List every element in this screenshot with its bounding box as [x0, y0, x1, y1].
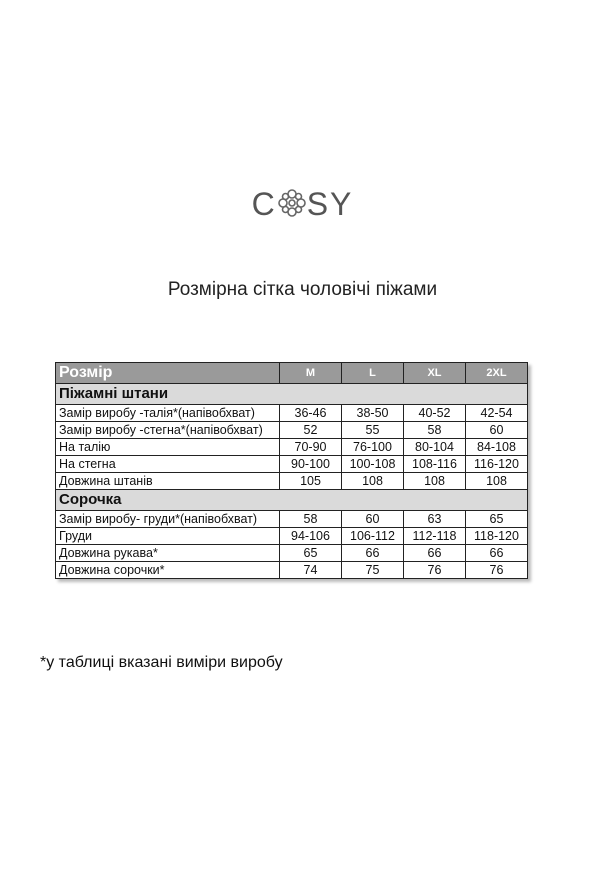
row-label: Замір виробу- груди*(напівобхват) — [56, 511, 280, 528]
size-value: 84-108 — [466, 439, 528, 456]
size-value: 63 — [404, 511, 466, 528]
table-row — [56, 405, 528, 422]
size-value: 100-108 — [342, 456, 404, 473]
size-value: 65 — [466, 511, 528, 528]
brand-logo: C SY — [251, 186, 354, 222]
table-row — [56, 562, 528, 579]
size-value: 116-120 — [466, 456, 528, 473]
header-label: Розмір — [56, 363, 280, 384]
row-label: Замір виробу -талія*(напівобхват) — [56, 405, 280, 422]
row-label: Довжина сорочки* — [56, 562, 280, 579]
size-value: 58 — [280, 511, 342, 528]
size-header: 2XL — [466, 363, 528, 384]
size-value: 76 — [466, 562, 528, 579]
row-label: На талію — [56, 439, 280, 456]
size-value: 75 — [342, 562, 404, 579]
section-title: Сорочка — [56, 490, 528, 511]
size-value: 108 — [404, 473, 466, 490]
row-label: Довжина рукава* — [56, 545, 280, 562]
size-value: 55 — [342, 422, 404, 439]
table-row — [56, 511, 528, 528]
page-title: Розмірна сітка чоловічі піжами — [167, 279, 438, 300]
size-value: 106-112 — [342, 528, 404, 545]
footnote: *у таблиці вказані виміри виробу — [40, 654, 283, 671]
flower-icon — [277, 188, 307, 218]
size-value: 52 — [280, 422, 342, 439]
size-value: 58 — [404, 422, 466, 439]
size-value: 42-54 — [466, 405, 528, 422]
size-value: 60 — [342, 511, 404, 528]
size-value: 38-50 — [342, 405, 404, 422]
size-value: 108 — [342, 473, 404, 490]
size-header: XL — [404, 363, 466, 384]
size-value: 70-90 — [280, 439, 342, 456]
row-label: На стегна — [56, 456, 280, 473]
table-row — [56, 422, 528, 439]
size-value: 118-120 — [466, 528, 528, 545]
section-row — [56, 384, 528, 405]
size-value: 66 — [466, 545, 528, 562]
row-label: Замір виробу -стегна*(напівобхват) — [56, 422, 280, 439]
size-value: 66 — [342, 545, 404, 562]
table-row — [56, 545, 528, 562]
size-value: 66 — [404, 545, 466, 562]
table-row — [56, 528, 528, 545]
size-header: M — [280, 363, 342, 384]
size-value: 90-100 — [280, 456, 342, 473]
table-row — [56, 473, 528, 490]
size-value: 60 — [466, 422, 528, 439]
row-label: Груди — [56, 528, 280, 545]
row-label: Довжина штанів — [56, 473, 280, 490]
size-value: 76-100 — [342, 439, 404, 456]
size-value: 108 — [466, 473, 528, 490]
size-value: 108-116 — [404, 456, 466, 473]
size-value: 112-118 — [404, 528, 466, 545]
table-row — [56, 456, 528, 473]
size-value: 65 — [280, 545, 342, 562]
size-value: 74 — [280, 562, 342, 579]
section-row — [56, 490, 528, 511]
size-value: 76 — [404, 562, 466, 579]
size-value: 105 — [280, 473, 342, 490]
size-value: 94-106 — [280, 528, 342, 545]
size-value: 40-52 — [404, 405, 466, 422]
size-header: L — [342, 363, 404, 384]
size-value: 36-46 — [280, 405, 342, 422]
size-value: 80-104 — [404, 439, 466, 456]
header-row — [56, 363, 528, 384]
table-row — [56, 439, 528, 456]
section-title: Піжамні штани — [56, 384, 528, 405]
size-table — [55, 362, 528, 579]
